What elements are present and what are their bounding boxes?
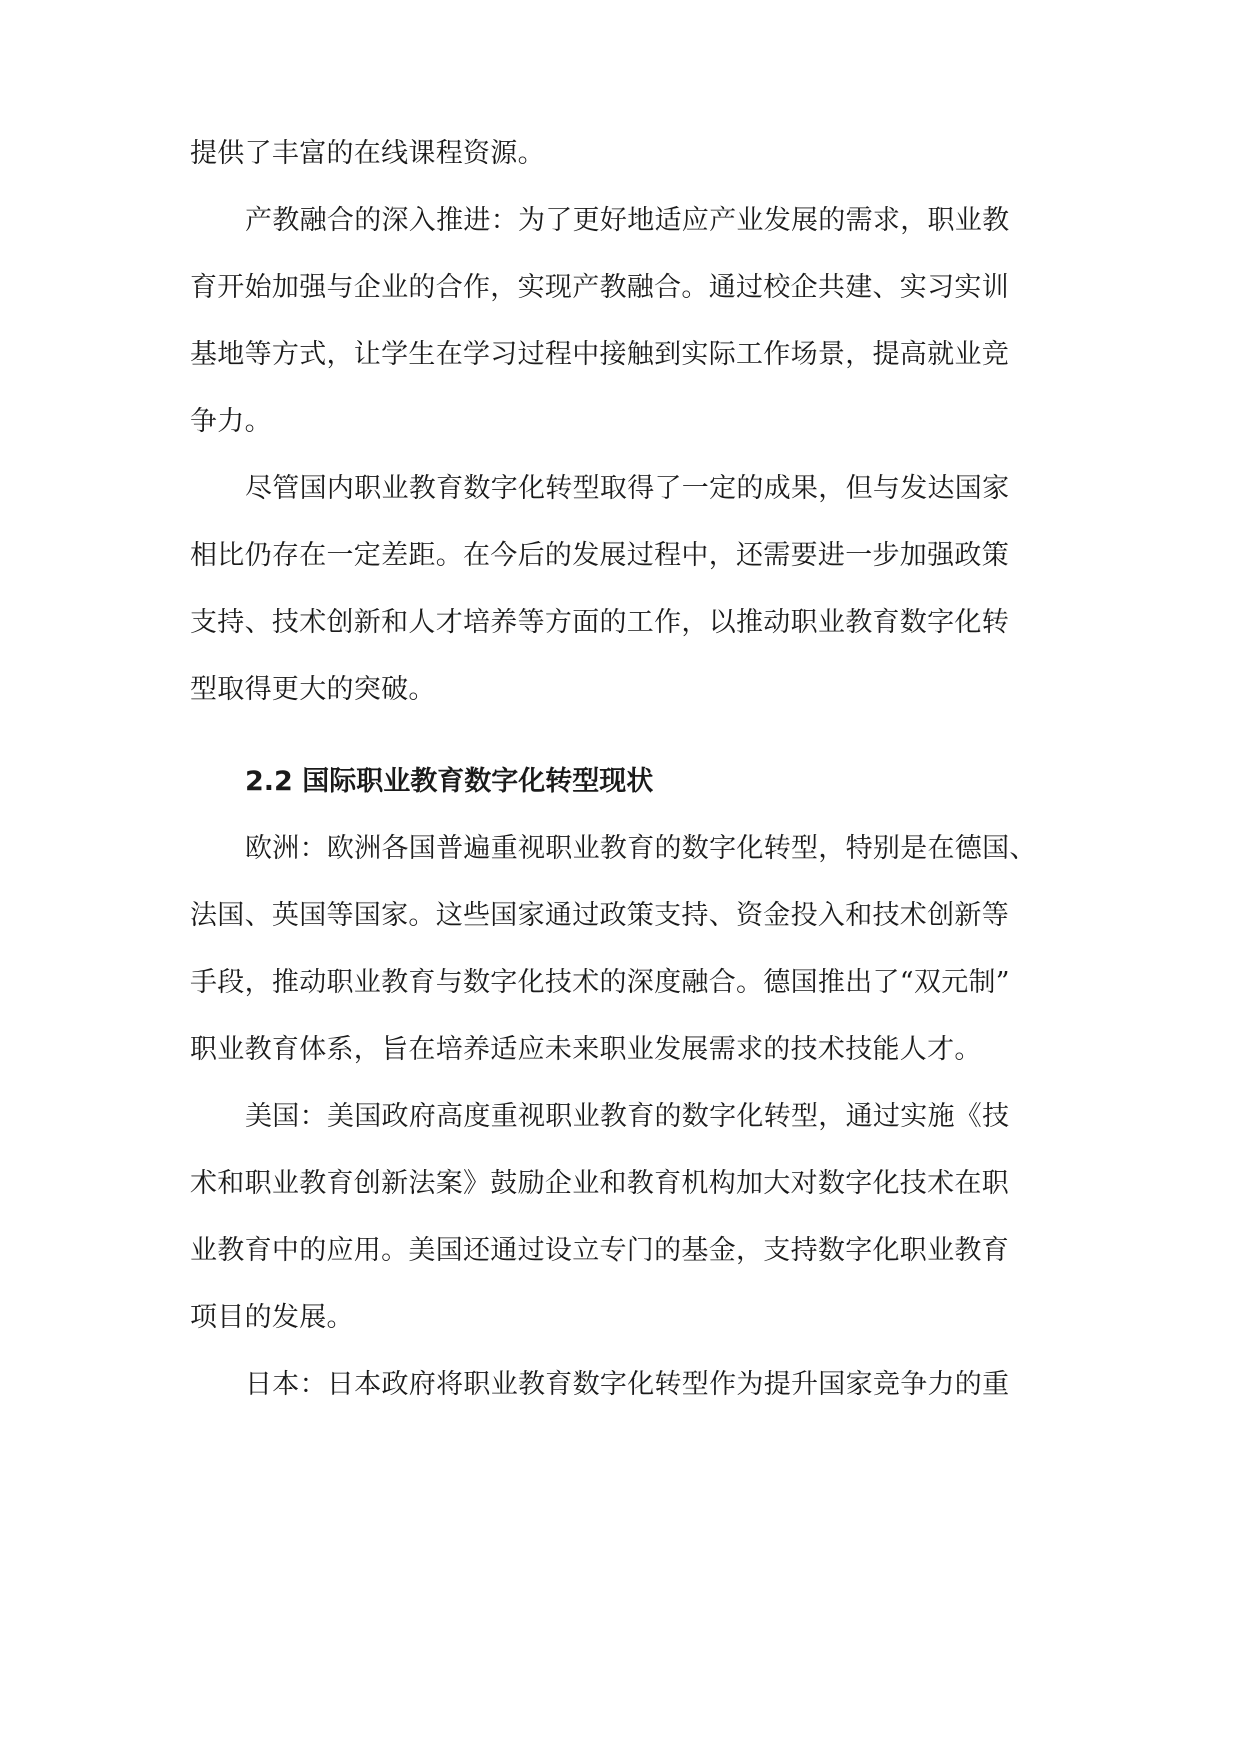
text-line-4: 基地等方式，让学生在学习过程中接触到实际工作场景，提高就业竞 <box>190 339 1009 370</box>
text-line-12: 法国、英国等国家。这些国家通过政策支持、资金投入和技术创新等 <box>190 900 1009 931</box>
text-line-3: 育开始加强与企业的合作，实现产教融合。通过校企共建、实习实训 <box>190 272 1009 303</box>
text-line-9: 型取得更大的突破。 <box>190 674 436 705</box>
text-line-5: 争力。 <box>190 406 272 437</box>
text-line-13: 手段，推动职业教育与数字化技术的深度融合。德国推出了“双元制” <box>190 967 1010 998</box>
text-line-17: 业教育中的应用。美国还通过设立专门的基金，支持数字化职业教育 <box>190 1235 1009 1266</box>
text-line-15: 美国：美国政府高度重视职业教育的数字化转型，通过实施《技 <box>245 1101 1010 1132</box>
section-heading: 2.2 国际职业教育数字化转型现状 <box>245 766 654 797</box>
text-line-14: 职业教育体系，旨在培养适应未来职业发展需求的技术技能人才。 <box>190 1034 982 1065</box>
text-line-16: 术和职业教育创新法案》鼓励企业和教育机构加大对数字化技术在职 <box>190 1168 1009 1199</box>
text-line-7: 相比仍存在一定差距。在今后的发展过程中，还需要进一步加强政策 <box>190 540 1009 571</box>
text-line-19: 日本：日本政府将职业教育数字化转型作为提升国家竞争力的重 <box>245 1369 1010 1400</box>
text-line-2: 产教融合的深入推进：为了更好地适应产业发展的需求，职业教 <box>245 205 1010 236</box>
text-line-11: 欧洲：欧洲各国普遍重视职业教育的数字化转型，特别是在德国、 <box>245 833 1037 864</box>
text-line-8: 支持、技术创新和人才培养等方面的工作，以推动职业教育数字化转 <box>190 607 1009 638</box>
text-line-6: 尽管国内职业教育数字化转型取得了一定的成果，但与发达国家 <box>245 473 1010 504</box>
text-line-1: 提供了丰富的在线课程资源。 <box>190 138 545 169</box>
text-line-18: 项目的发展。 <box>190 1302 354 1333</box>
